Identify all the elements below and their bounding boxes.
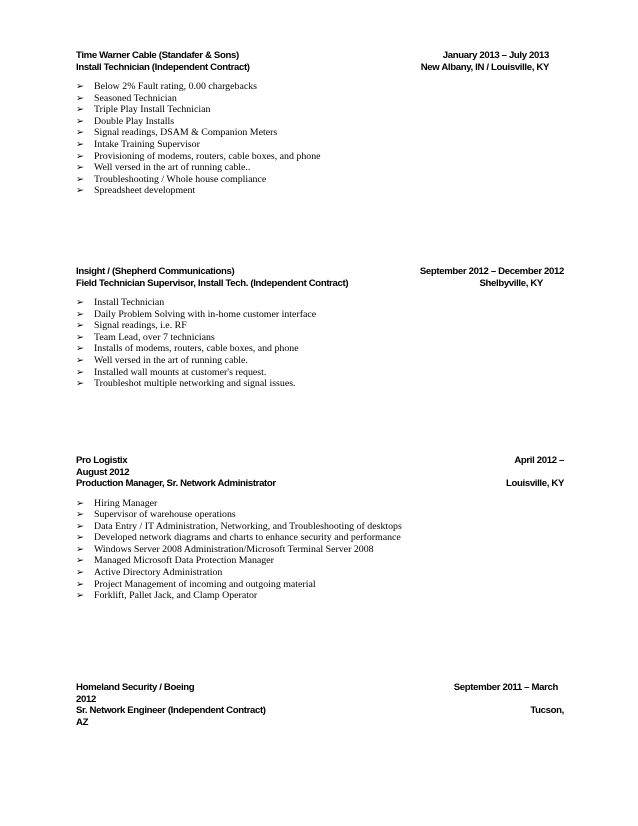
duty-item <box>76 367 566 379</box>
job-homeland-security <box>76 682 566 728</box>
duty-text: Well versed in the art of running cable. <box>94 354 248 366</box>
arrow-bullet-icon: ➢ <box>76 590 84 602</box>
duty-text: Signal readings, DSAM & Companion Meters <box>94 127 278 139</box>
duty-item <box>76 355 566 367</box>
duty-text: Troubleshot multiple networking and signal issues. <box>94 378 296 390</box>
arrow-bullet-icon: ➢ <box>76 567 84 579</box>
duty-item <box>76 521 566 533</box>
duty-text: Spreadsheet development <box>94 185 196 197</box>
duty-item <box>76 590 566 602</box>
duty-item <box>76 139 566 151</box>
arrow-bullet-icon: ➢ <box>76 138 84 150</box>
duty-text: Intake Training Supervisor <box>94 138 200 150</box>
duty-text: Hiring Manager <box>94 497 158 509</box>
job-pro-logistix <box>76 455 566 602</box>
duties-list <box>76 297 566 390</box>
job-dates: April 2012 – <box>514 455 564 466</box>
job-title: Production Manager, Sr. Network Administrator <box>76 478 276 489</box>
company-name: Homeland Security / Boeing <box>76 682 195 693</box>
duty-item <box>76 162 566 174</box>
duty-item <box>76 332 566 344</box>
duties-list <box>76 81 566 197</box>
job-title: Install Technician (Independent Contract) <box>76 61 250 73</box>
arrow-bullet-icon: ➢ <box>76 308 84 320</box>
duty-item <box>76 93 566 105</box>
arrow-bullet-icon: ➢ <box>76 104 84 116</box>
duty-item <box>76 567 566 579</box>
duty-text: Install Technician <box>94 297 165 308</box>
arrow-bullet-icon: ➢ <box>76 343 84 355</box>
duties-list <box>76 498 566 602</box>
duty-text: Daily Problem Solving with in-home customer interface <box>94 308 317 320</box>
arrow-bullet-icon: ➢ <box>76 497 84 509</box>
duty-text: Supervisor of warehouse operations <box>94 509 236 521</box>
arrow-bullet-icon: ➢ <box>76 532 84 544</box>
duty-item <box>76 320 566 332</box>
job-location: Shelbyville, KY <box>479 277 543 289</box>
duty-text: Well versed in the art of running cable.. <box>94 162 251 174</box>
arrow-bullet-icon: ➢ <box>76 543 84 555</box>
job-insight <box>76 266 566 390</box>
duty-text: Windows Server 2008 Administration/Microsoft Terminal Server 2008 <box>94 543 374 555</box>
arrow-bullet-icon: ➢ <box>76 115 84 127</box>
duty-text: Project Management of incoming and outgoing material <box>94 578 316 590</box>
duty-text: Provisioning of modems, routers, cable boxes, and phone <box>94 150 321 162</box>
job-title: Sr. Network Engineer (Independent Contract) <box>76 705 266 716</box>
duty-item <box>76 116 566 128</box>
job-dates-continued: 2012 <box>76 693 96 705</box>
duty-item <box>76 174 566 186</box>
duty-text: Data Entry / IT Administration, Networking, and Troubleshooting of desktops <box>94 520 402 532</box>
arrow-bullet-icon: ➢ <box>76 378 84 390</box>
duty-text: Below 2% Fault rating, 0.00 chargebacks <box>94 81 257 92</box>
duty-item <box>76 81 566 93</box>
arrow-bullet-icon: ➢ <box>76 185 84 197</box>
arrow-bullet-icon: ➢ <box>76 127 84 139</box>
job-title: Field Technician Supervisor, Install Tech. (Independent Contract) <box>76 277 349 289</box>
duty-item <box>76 127 566 139</box>
job-dates: January 2013 – July 2013 <box>442 50 549 61</box>
job-location: New Albany, IN / Louisville, KY <box>420 61 549 73</box>
duty-item <box>76 297 566 309</box>
job-dates: September 2011 – March <box>453 682 558 693</box>
duty-item <box>76 104 566 116</box>
duty-item <box>76 185 566 197</box>
duty-text: Troubleshooting / Whole house compliance <box>94 173 267 185</box>
arrow-bullet-icon: ➢ <box>76 297 84 308</box>
company-name: Pro Logistix <box>76 455 128 466</box>
arrow-bullet-icon: ➢ <box>76 81 84 92</box>
job-dates: September 2012 – December 2012 <box>419 266 564 277</box>
duty-item <box>76 498 566 510</box>
duty-text: Forklift, Pallet Jack, and Clamp Operator <box>94 590 258 602</box>
duty-text: Managed Microsoft Data Protection Manager <box>94 555 274 567</box>
duty-item <box>76 509 566 521</box>
duty-item <box>76 532 566 544</box>
arrow-bullet-icon: ➢ <box>76 173 84 185</box>
arrow-bullet-icon: ➢ <box>76 520 84 532</box>
duty-text: Installs of modems, routers, cable boxes, and phone <box>94 343 299 355</box>
job-location-continued: AZ <box>76 716 89 728</box>
duty-text: Developed network diagrams and charts to enhance security and performance <box>94 532 401 544</box>
arrow-bullet-icon: ➢ <box>76 354 84 366</box>
arrow-bullet-icon: ➢ <box>76 162 84 174</box>
arrow-bullet-icon: ➢ <box>76 331 84 343</box>
company-name: Time Warner Cable (Standafer & Sons) <box>76 50 239 61</box>
arrow-bullet-icon: ➢ <box>76 509 84 521</box>
duty-item <box>76 309 566 321</box>
arrow-bullet-icon: ➢ <box>76 555 84 567</box>
duty-item <box>76 544 566 556</box>
job-time-warner <box>76 50 566 197</box>
duty-item <box>76 555 566 567</box>
duty-text: Team Lead, over 7 technicians <box>94 331 215 343</box>
duty-text: Active Directory Administration <box>94 567 223 579</box>
job-location: Tucson, <box>530 705 564 716</box>
duty-item <box>76 151 566 163</box>
arrow-bullet-icon: ➢ <box>76 366 84 378</box>
arrow-bullet-icon: ➢ <box>76 320 84 332</box>
company-name: Insight / (Shepherd Communications) <box>76 266 235 277</box>
duty-text: Installed wall mounts at customer's request. <box>94 366 267 378</box>
duty-item <box>76 343 566 355</box>
duty-text: Double Play Installs <box>94 115 175 127</box>
duty-item <box>76 378 566 390</box>
arrow-bullet-icon: ➢ <box>76 92 84 104</box>
job-location: Louisville, KY <box>505 478 564 489</box>
duty-text: Seasoned Technician <box>94 92 177 104</box>
duty-text: Triple Play Install Technician <box>94 104 211 116</box>
duty-text: Signal readings, i.e. RF <box>94 320 187 332</box>
duty-item <box>76 579 566 591</box>
arrow-bullet-icon: ➢ <box>76 150 84 162</box>
arrow-bullet-icon: ➢ <box>76 578 84 590</box>
job-dates-continued: August 2012 <box>76 466 130 478</box>
